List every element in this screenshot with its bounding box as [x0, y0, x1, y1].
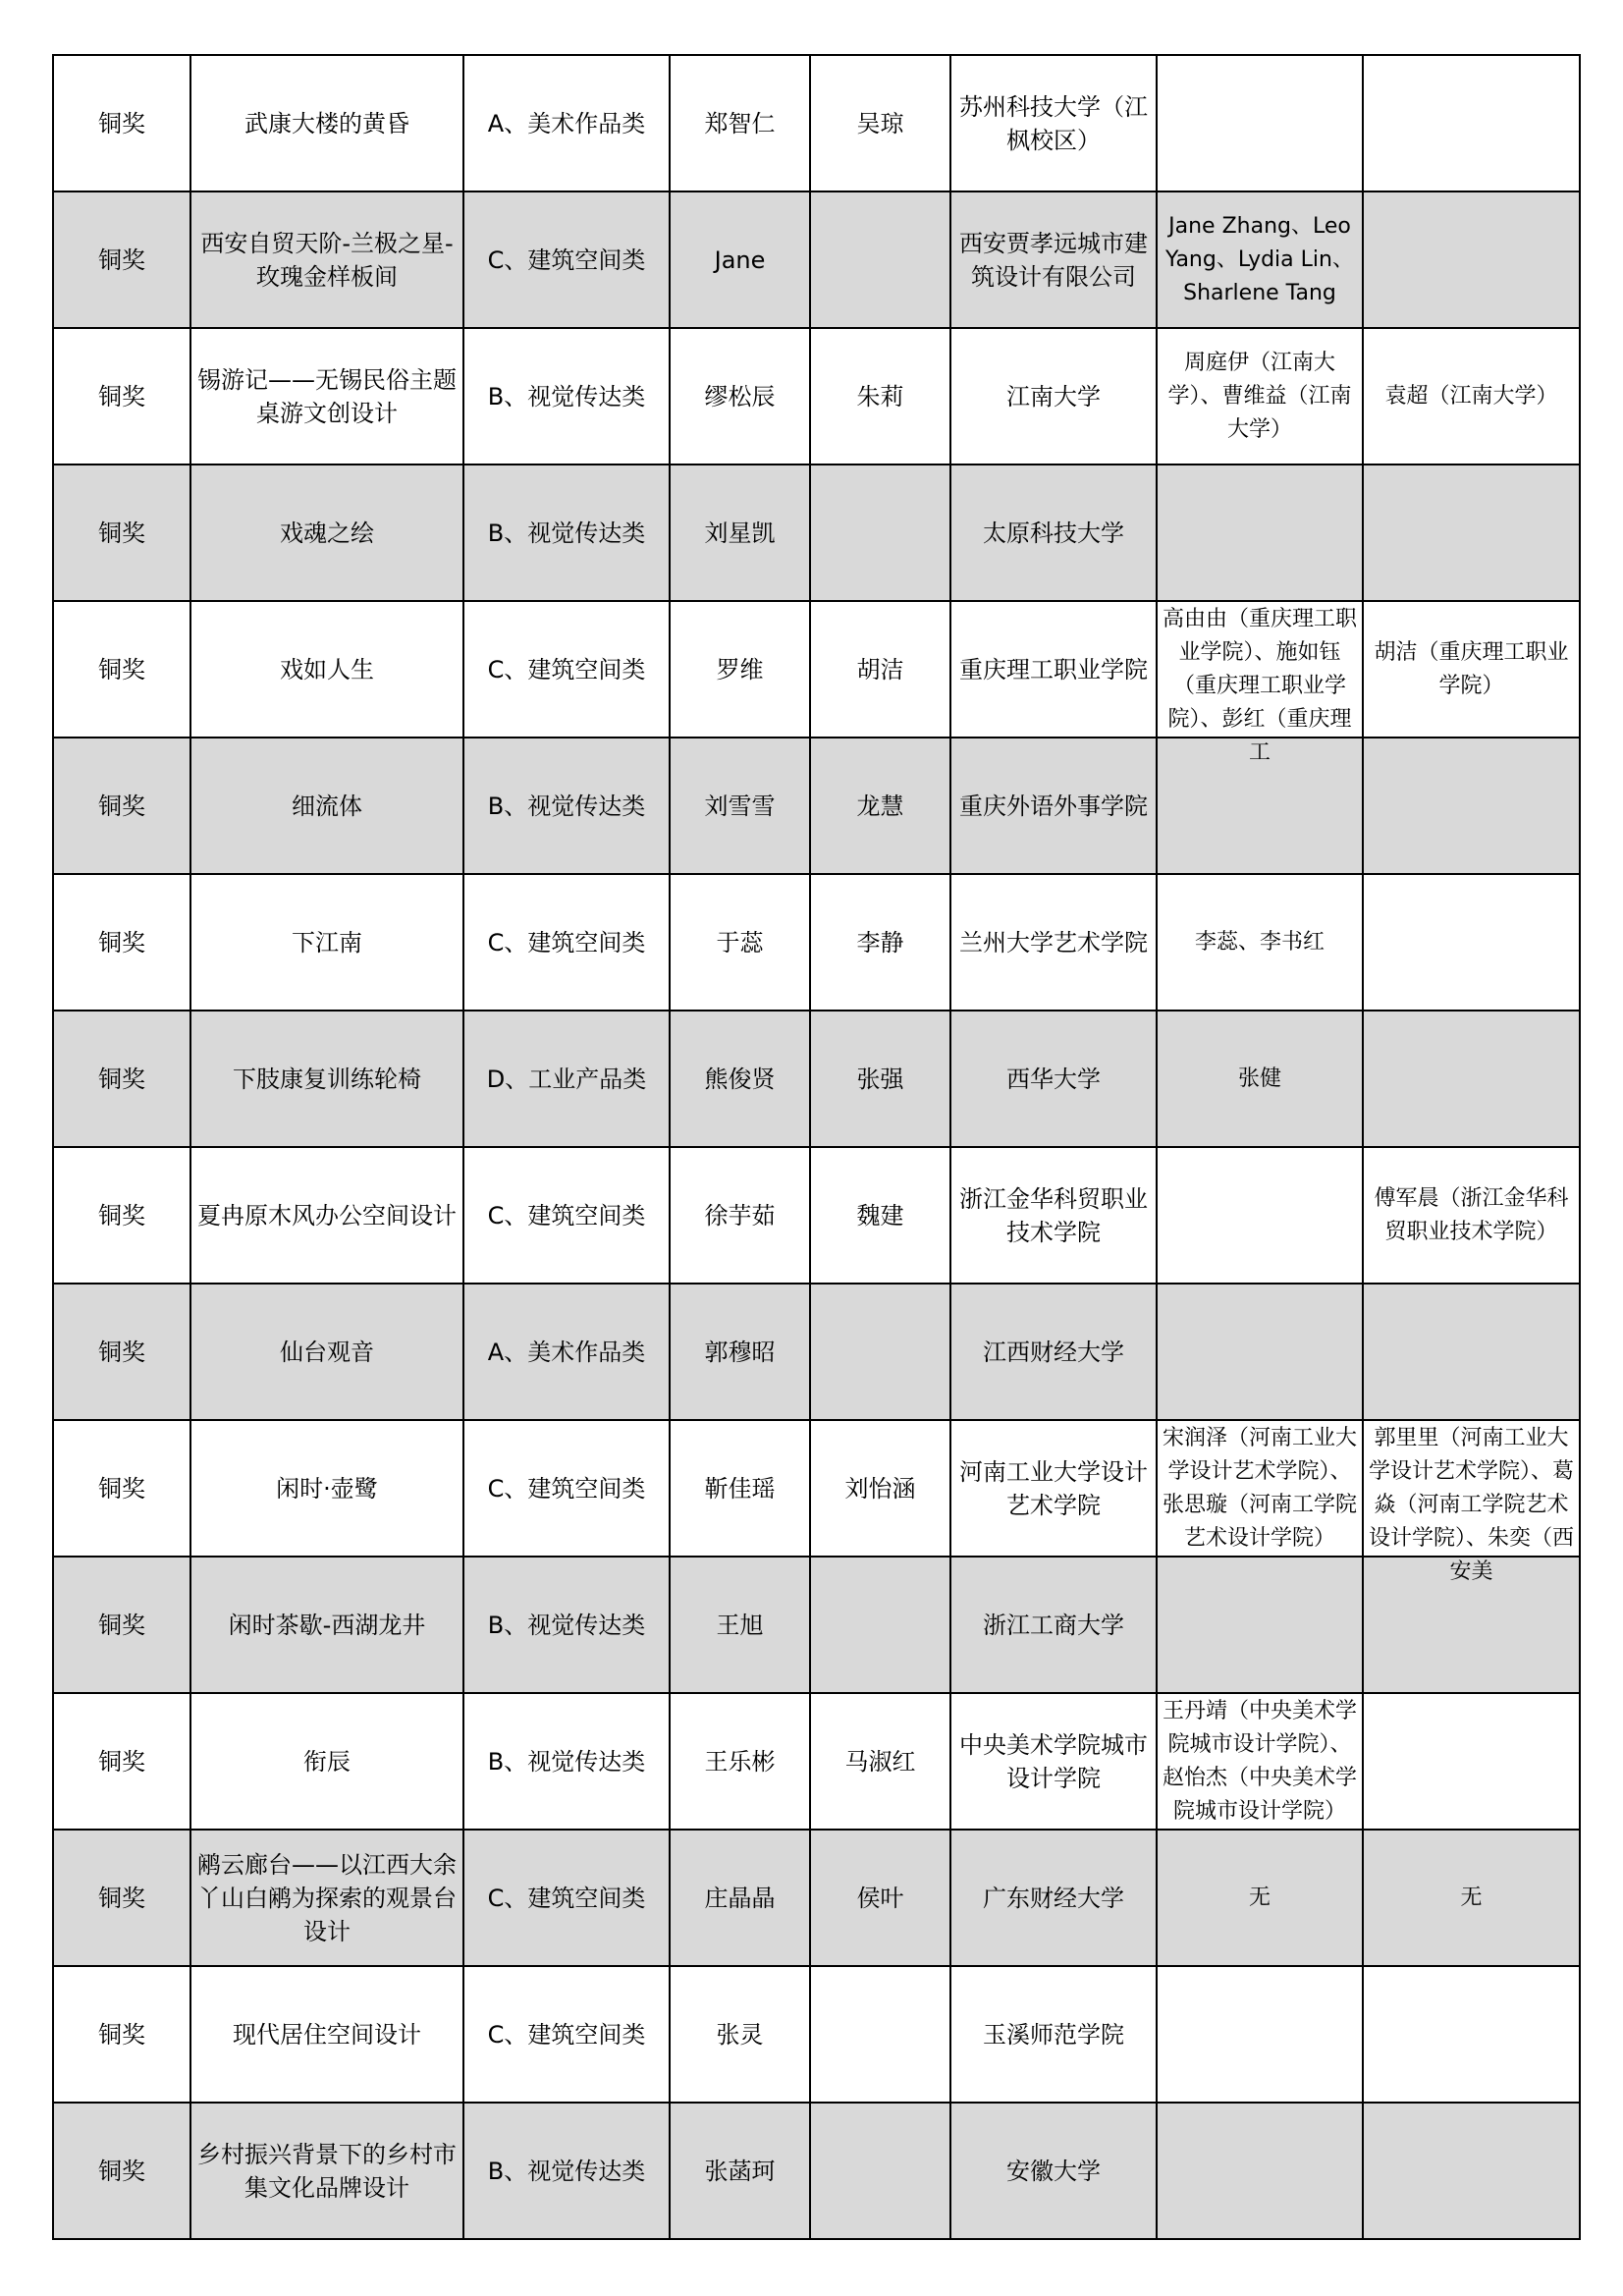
title-cell	[190, 1557, 463, 1693]
advisor-cell-text: 郭里里（河南工业大学设计艺术学院）、葛焱（河南工学院艺术设计学院）、朱奕（西	[1368, 1425, 1574, 1551]
category-cell	[463, 1830, 670, 1966]
award-cell-text: 铜奖	[98, 1747, 145, 1776]
title-cell-text: 下肢康复训练轮椅	[233, 1065, 421, 1093]
table-row	[53, 1966, 1580, 2103]
award-cell	[53, 601, 190, 738]
advisor-cell-text: 傅军晨（浙江金华科贸职业技术学院）	[1374, 1185, 1569, 1244]
teacher-cell	[1157, 55, 1363, 191]
teacher-cell-text: Jane Zhang、Leo Yang、Lydia Lin、Sharlene Tang	[1165, 213, 1354, 305]
school-cell	[950, 1693, 1157, 1830]
advisor-cell-text: 胡洁（重庆理工职业学院）	[1374, 639, 1569, 698]
award-cell	[53, 1147, 190, 1284]
award-cell-text: 铜奖	[98, 1201, 145, 1230]
title-cell	[190, 1693, 463, 1830]
school-cell-text: 西安贾孝远城市建筑设计有限公司	[959, 229, 1148, 291]
school-cell-text: 河南工业大学设计艺术学院	[959, 1457, 1148, 1519]
author-cell-text: 王旭	[716, 1611, 764, 1639]
team-member-cell	[810, 328, 950, 465]
team-member-cell	[810, 738, 950, 874]
team-member-cell-text: 刘怡涵	[844, 1474, 916, 1503]
teacher-cell-text: 张健	[1237, 1066, 1281, 1091]
award-cell-text: 铜奖	[98, 109, 145, 137]
advisor-cell	[1363, 738, 1580, 874]
title-cell	[190, 328, 463, 465]
category-cell	[463, 1420, 670, 1557]
title-cell	[190, 191, 463, 328]
title-cell	[190, 874, 463, 1011]
title-cell-text: 鹇云廊台——以江西大余丫山白鹇为探索的观景台设计	[197, 1850, 457, 1945]
table-row	[53, 1011, 1580, 1147]
team-member-cell-text: 魏建	[856, 1201, 904, 1230]
advisor-cell-text: 袁超（江南大学）	[1384, 383, 1558, 409]
author-cell-text: 靳佳瑶	[704, 1474, 776, 1503]
team-member-cell	[810, 601, 950, 738]
advisor-cell	[1363, 1830, 1580, 1966]
category-cell-text: B、视觉传达类	[487, 382, 646, 410]
author-cell-text: 徐芋茹	[704, 1201, 776, 1230]
author-cell-text: 罗维	[716, 655, 764, 683]
award-cell	[53, 1011, 190, 1147]
author-cell-text: 郭穆昭	[704, 1338, 776, 1366]
school-cell	[950, 1284, 1157, 1420]
team-member-cell	[810, 1693, 950, 1830]
category-cell-text: C、建筑空间类	[487, 246, 646, 274]
teacher-cell-text: 宋润泽（河南工业大学设计艺术学院）、张思璇（河南工学院艺术设计学院）	[1162, 1425, 1357, 1551]
advisor-cell	[1363, 2103, 1580, 2239]
author-cell-text: 刘雪雪	[704, 792, 776, 820]
author-cell-text: 张灵	[716, 2020, 764, 2049]
category-cell	[463, 55, 670, 191]
author-cell-text: 熊俊贤	[704, 1065, 776, 1093]
title-cell	[190, 1147, 463, 1284]
team-member-cell-text: 李静	[856, 928, 904, 957]
author-cell	[670, 328, 810, 465]
author-cell	[670, 1693, 810, 1830]
author-cell-text: 缪松辰	[704, 382, 776, 410]
title-cell-text: 夏冉原木风办公空间设计	[197, 1201, 457, 1230]
award-table-body	[53, 55, 1580, 2239]
school-cell-text: 江南大学	[1006, 382, 1101, 410]
category-cell	[463, 1011, 670, 1147]
teacher-cell	[1157, 465, 1363, 601]
teacher-cell	[1157, 1557, 1363, 1693]
title-cell-text: 闲时茶歇-西湖龙井	[228, 1611, 426, 1639]
title-cell	[190, 738, 463, 874]
award-cell-text: 铜奖	[98, 1338, 145, 1366]
category-cell	[463, 328, 670, 465]
award-cell-text: 铜奖	[98, 792, 145, 820]
table-row	[53, 2103, 1580, 2239]
category-cell-text: B、视觉传达类	[487, 1747, 646, 1776]
award-cell	[53, 1284, 190, 1420]
school-cell	[950, 1830, 1157, 1966]
author-cell	[670, 2103, 810, 2239]
advisor-cell	[1363, 191, 1580, 328]
teacher-cell-text: 李蕊、李书红	[1194, 929, 1325, 955]
advisor-cell	[1363, 874, 1580, 1011]
category-cell	[463, 191, 670, 328]
category-cell-text: C、建筑空间类	[487, 928, 646, 957]
school-cell	[950, 1966, 1157, 2103]
school-cell	[950, 191, 1157, 328]
school-cell	[950, 2103, 1157, 2239]
award-cell	[53, 874, 190, 1011]
title-cell	[190, 1011, 463, 1147]
teacher-cell-text: 无	[1248, 1885, 1271, 1910]
team-member-cell	[810, 1966, 950, 2103]
team-member-cell	[810, 1147, 950, 1284]
advisor-cell-text: 无	[1460, 1885, 1483, 1910]
teacher-cell	[1157, 1830, 1363, 1966]
school-cell-text: 广东财经大学	[983, 1884, 1124, 1912]
category-cell	[463, 465, 670, 601]
author-cell-text: 庄晶晶	[704, 1884, 776, 1912]
teacher-cell	[1157, 1147, 1363, 1284]
title-cell	[190, 2103, 463, 2239]
title-cell	[190, 465, 463, 601]
title-cell	[190, 55, 463, 191]
team-member-cell	[810, 1830, 950, 1966]
award-cell-text: 铜奖	[98, 382, 145, 410]
teacher-cell	[1157, 1284, 1363, 1420]
author-cell	[670, 1420, 810, 1557]
category-cell-text: C、建筑空间类	[487, 1201, 646, 1230]
author-cell	[670, 55, 810, 191]
team-member-cell-text: 张强	[856, 1065, 904, 1093]
advisor-cell	[1363, 465, 1580, 601]
teacher-cell	[1157, 2103, 1363, 2239]
category-cell-text: C、建筑空间类	[487, 1884, 646, 1912]
author-cell	[670, 1557, 810, 1693]
table-row	[53, 328, 1580, 465]
team-member-cell	[810, 191, 950, 328]
category-cell-text: B、视觉传达类	[487, 519, 646, 547]
school-cell-text: 玉溪师范学院	[983, 2020, 1124, 2049]
author-cell-text: 刘星凯	[704, 519, 776, 547]
school-cell-text: 兰州大学艺术学院	[959, 928, 1148, 957]
teacher-cell	[1157, 874, 1363, 1011]
award-table	[52, 54, 1581, 2240]
author-cell-text: 于蕊	[716, 928, 764, 957]
school-cell	[950, 1420, 1157, 1557]
author-cell-text: 张菡珂	[704, 2157, 776, 2185]
award-cell	[53, 191, 190, 328]
school-cell	[950, 601, 1157, 738]
school-cell-text: 重庆理工职业学院	[959, 655, 1148, 683]
school-cell	[950, 1557, 1157, 1693]
teacher-cell	[1157, 1011, 1363, 1147]
title-cell-text: 衔辰	[303, 1747, 351, 1776]
award-cell-text: 铜奖	[98, 928, 145, 957]
team-member-cell-text: 马淑红	[844, 1747, 916, 1776]
team-member-cell	[810, 1557, 950, 1693]
title-cell-text: 细流体	[292, 792, 362, 820]
team-member-cell	[810, 874, 950, 1011]
title-cell-text: 戏魂之绘	[280, 519, 374, 547]
teacher-cell-text: 高由由（重庆理工职业学院）、施如钰（重庆理工职业学院）、彭红（重庆理	[1162, 606, 1357, 732]
school-cell-text: 中央美术学院城市设计学院	[959, 1730, 1148, 1792]
team-member-cell	[810, 465, 950, 601]
title-cell-text: 锡游记——无锡民俗主题桌游文创设计	[197, 365, 457, 427]
teacher-cell-text: 周庭伊（江南大学）、曹维益（江南大学）	[1167, 350, 1352, 442]
author-cell-text: 郑智仁	[704, 109, 776, 137]
category-cell	[463, 1147, 670, 1284]
school-cell	[950, 874, 1157, 1011]
author-cell	[670, 465, 810, 601]
award-cell-text: 铜奖	[98, 1065, 145, 1093]
title-cell-text: 武康大楼的黄昏	[244, 109, 409, 137]
category-cell	[463, 1693, 670, 1830]
category-cell-text: A、美术作品类	[487, 109, 646, 137]
award-cell	[53, 55, 190, 191]
author-cell	[670, 1011, 810, 1147]
title-cell-text: 下江南	[292, 928, 362, 957]
author-cell	[670, 1966, 810, 2103]
award-cell	[53, 1966, 190, 2103]
award-cell	[53, 465, 190, 601]
title-cell-text: 现代居住空间设计	[233, 2020, 421, 2049]
school-cell	[950, 465, 1157, 601]
category-cell-text: B、视觉传达类	[487, 2157, 646, 2185]
author-cell-text: 王乐彬	[704, 1747, 776, 1776]
table-row	[53, 1147, 1580, 1284]
category-cell-text: D、工业产品类	[486, 1065, 647, 1093]
school-cell	[950, 1011, 1157, 1147]
school-cell	[950, 328, 1157, 465]
award-cell-text: 铜奖	[98, 1474, 145, 1503]
category-cell-text: A、美术作品类	[487, 1338, 646, 1366]
school-cell-text: 浙江金华科贸职业技术学院	[959, 1184, 1148, 1246]
table-row	[53, 1693, 1580, 1830]
author-cell	[670, 191, 810, 328]
team-member-cell-text: 吴琼	[856, 109, 904, 137]
table-row	[53, 1830, 1580, 1966]
school-cell-text: 浙江工商大学	[983, 1611, 1124, 1639]
team-member-cell-text: 侯叶	[856, 1884, 904, 1912]
team-member-cell	[810, 55, 950, 191]
award-cell	[53, 738, 190, 874]
school-cell-text: 西华大学	[1006, 1065, 1101, 1093]
award-cell	[53, 2103, 190, 2239]
award-cell-text: 铜奖	[98, 2020, 145, 2049]
team-member-cell	[810, 1420, 950, 1557]
school-cell	[950, 738, 1157, 874]
author-cell	[670, 738, 810, 874]
school-cell	[950, 1147, 1157, 1284]
category-cell-text: C、建筑空间类	[487, 1474, 646, 1503]
advisor-cell	[1363, 55, 1580, 191]
table-row	[53, 191, 1580, 328]
teacher-cell	[1157, 191, 1363, 328]
teacher-cell	[1157, 328, 1363, 465]
category-cell-text: B、视觉传达类	[487, 792, 646, 820]
advisor-cell	[1363, 601, 1580, 738]
school-cell-text: 苏州科技大学（江枫校区）	[959, 92, 1148, 154]
school-cell-text: 江西财经大学	[983, 1338, 1124, 1366]
award-cell-text: 铜奖	[98, 1611, 145, 1639]
author-cell	[670, 601, 810, 738]
author-cell	[670, 1830, 810, 1966]
category-cell-text: C、建筑空间类	[487, 2020, 646, 2049]
author-cell	[670, 1284, 810, 1420]
school-cell-text: 重庆外语外事学院	[959, 792, 1148, 820]
title-cell	[190, 1830, 463, 1966]
school-cell-text: 太原科技大学	[983, 519, 1124, 547]
teacher-cell-text: 王丹靖（中央美术学院城市设计学院）、赵怡杰（中央美术学院城市设计学院）	[1162, 1698, 1357, 1824]
table-row	[53, 1557, 1580, 1693]
school-cell-text: 安徽大学	[1006, 2157, 1101, 2185]
advisor-cell	[1363, 1284, 1580, 1420]
category-cell	[463, 2103, 670, 2239]
author-cell	[670, 874, 810, 1011]
table-row	[53, 465, 1580, 601]
category-cell	[463, 1284, 670, 1420]
category-cell	[463, 1966, 670, 2103]
advisor-cell	[1363, 1420, 1580, 1557]
team-member-cell-text: 朱莉	[856, 382, 904, 410]
author-cell	[670, 1147, 810, 1284]
team-member-cell	[810, 1011, 950, 1147]
table-row	[53, 1284, 1580, 1420]
teacher-cell	[1157, 1420, 1363, 1557]
title-cell	[190, 1966, 463, 2103]
award-cell	[53, 328, 190, 465]
teacher-cell	[1157, 1966, 1363, 2103]
author-cell-text: Jane	[714, 246, 766, 274]
title-cell-text: 乡村振兴背景下的乡村市集文化品牌设计	[197, 2140, 457, 2202]
title-cell-text: 戏如人生	[280, 655, 374, 683]
title-cell-text: 西安自贸天阶-兰极之星-玫瑰金样板间	[200, 229, 454, 291]
table-row	[53, 55, 1580, 191]
title-cell	[190, 601, 463, 738]
team-member-cell-text: 龙慧	[856, 792, 904, 820]
category-cell	[463, 1557, 670, 1693]
award-cell	[53, 1693, 190, 1830]
award-cell	[53, 1830, 190, 1966]
award-cell	[53, 1420, 190, 1557]
award-cell	[53, 1557, 190, 1693]
title-cell	[190, 1284, 463, 1420]
advisor-cell	[1363, 328, 1580, 465]
team-member-cell-text: 胡洁	[856, 655, 904, 683]
award-cell-text: 铜奖	[98, 2157, 145, 2185]
title-cell	[190, 1420, 463, 1557]
title-cell-text: 闲时·壶鹭	[276, 1474, 378, 1503]
table-row	[53, 874, 1580, 1011]
category-cell-text: C、建筑空间类	[487, 655, 646, 683]
teacher-cell	[1157, 601, 1363, 738]
advisor-cell	[1363, 1966, 1580, 2103]
award-cell-text: 铜奖	[98, 1884, 145, 1912]
advisor-cell	[1363, 1011, 1580, 1147]
category-cell	[463, 874, 670, 1011]
category-cell	[463, 601, 670, 738]
award-cell-text: 铜奖	[98, 519, 145, 547]
teacher-cell	[1157, 1693, 1363, 1830]
team-member-cell	[810, 2103, 950, 2239]
award-cell-text: 铜奖	[98, 655, 145, 683]
table-row	[53, 1420, 1580, 1557]
school-cell	[950, 55, 1157, 191]
table-row	[53, 601, 1580, 738]
advisor-cell	[1363, 1693, 1580, 1830]
title-cell-text: 仙台观音	[280, 1338, 374, 1366]
category-cell-text: B、视觉传达类	[487, 1611, 646, 1639]
team-member-cell	[810, 1284, 950, 1420]
category-cell	[463, 738, 670, 874]
award-cell-text: 铜奖	[98, 246, 145, 274]
advisor-cell	[1363, 1147, 1580, 1284]
